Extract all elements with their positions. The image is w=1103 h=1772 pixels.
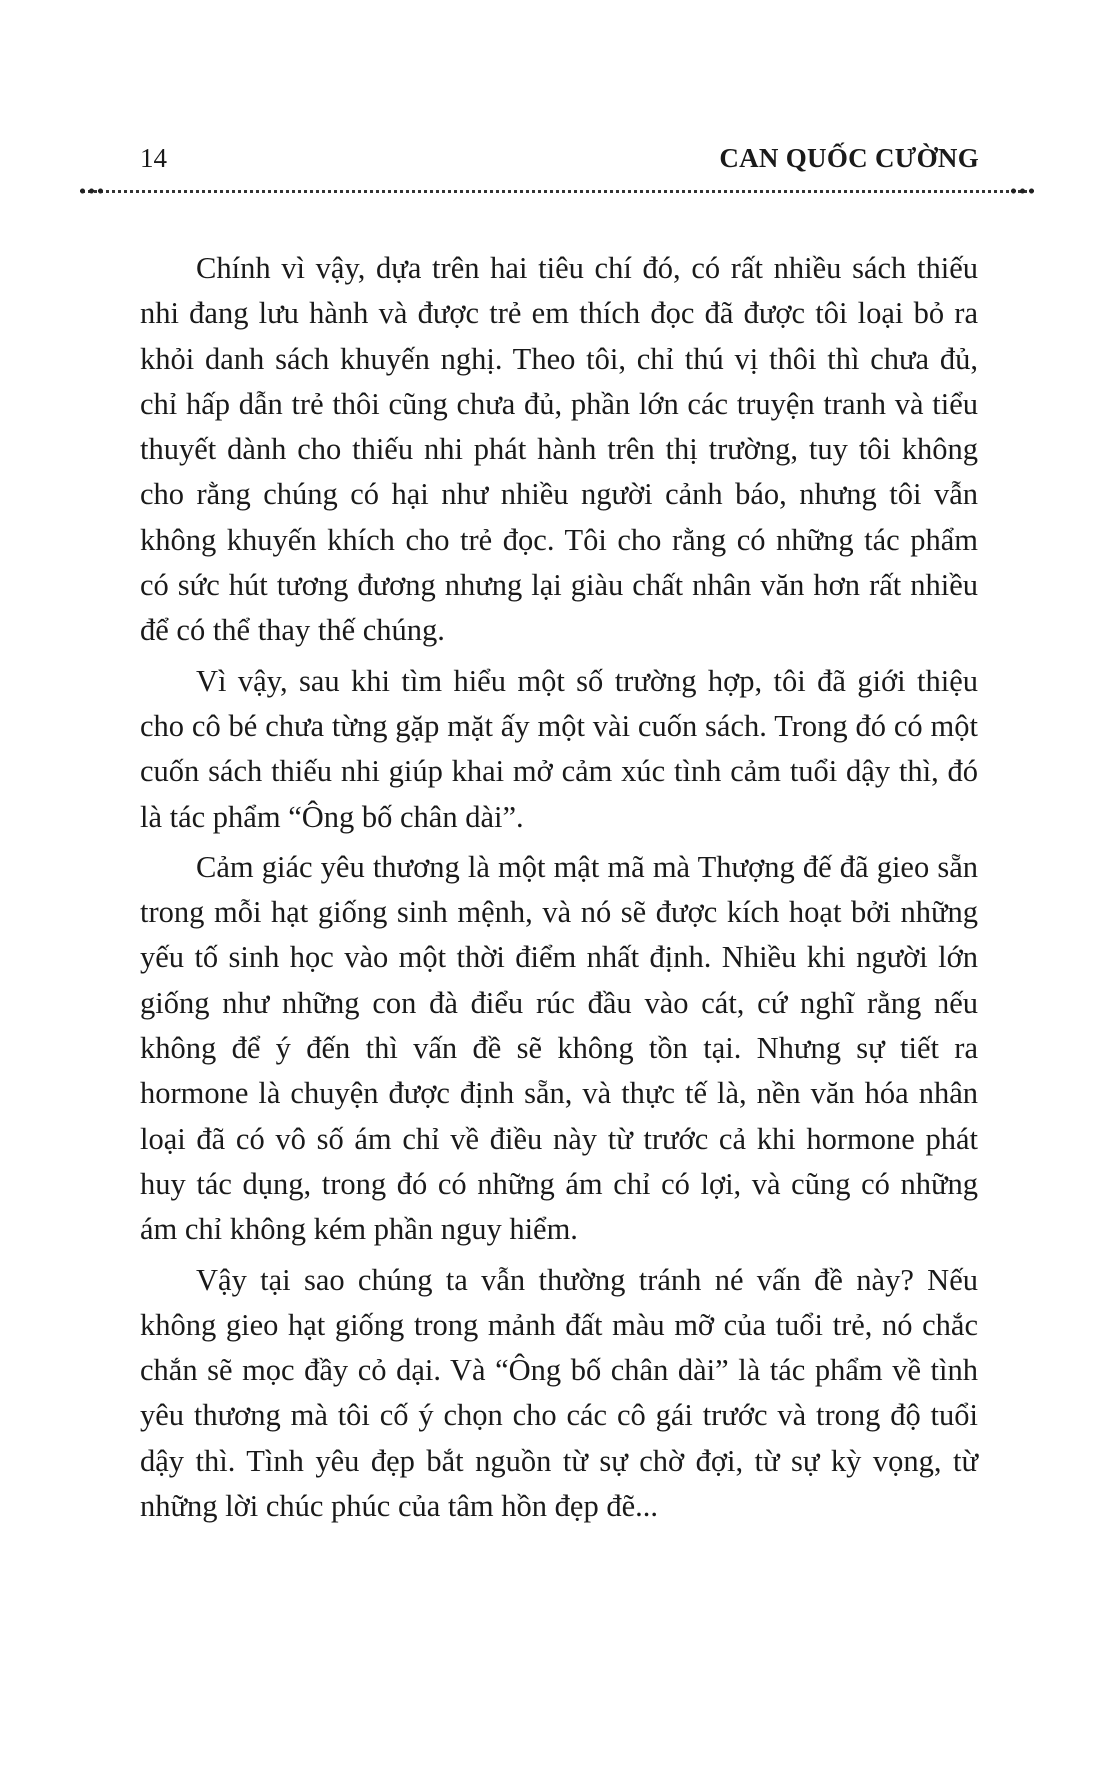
paragraph-2: Vì vậy, sau khi tìm hiểu một số trường hợp, tôi đã giới thiệu cho cô bé chưa từng gặp mặt ấy một vài cuốn sách. Trong đó có một cuốn sách thiếu nhi giúp khai mở cảm xúc tình cảm tuổi dậy thì, đó là tác phẩm “Ông bố chân dài”. [140, 663, 978, 834]
paragraph-3: Cảm giác yêu thương là một mật mã mà Thượng đế đã gieo sẵn trong mỗi hạt giống sinh mệnh, và nó sẽ được kích hoạt bởi những yếu tố sinh học vào một thời điểm nhất định. Nhiều khi người lớn giống như những con đà điểu rúc đầu vào cát, cứ nghĩ rằng nếu không để ý đến thì vấn đề sẽ không tồn tại. Nhưng sự tiết ra hormone là chuyện được định sẵn, và thực tế là, nền văn hóa nhân loại đã có vô số ám chỉ về điều này từ trước cả khi hormone phát huy tác dụng, trong đó có những ám chỉ có lợi, và cũng có những ám chỉ không kém phần nguy hiểm. [140, 849, 978, 1247]
page-number: 14 [140, 143, 167, 173]
body-text [140, 246, 978, 1529]
header-dotted-rule [82, 190, 1033, 193]
running-head-author: CAN QUỐC CƯỜNG [719, 143, 979, 173]
paragraph-4: Vậy tại sao chúng ta vẫn thường tránh né vấn đề này? Nếu không gieo hạt giống trong mảnh đất màu mỡ của tuổi trẻ, nó chắc chắn sẽ mọc đầy cỏ dại. Và “Ông bố chân dài” là tác phẩm về tình yêu thương mà tôi cố ý chọn cho các cô gái trước và trong độ tuổi dậy thì. Tình yêu đẹp bắt nguồn từ sự chờ đợi, từ sự kỳ vọng, từ những lời chúc phúc của tâm hồn đẹp đẽ... [140, 1262, 978, 1524]
page-header [82, 138, 1021, 178]
paragraph-1: Chính vì vậy, dựa trên hai tiêu chí đó, có rất nhiều sách thiếu nhi đang lưu hành và được trẻ em thích đọc đã được tôi loại bỏ ra khỏi danh sách khuyến nghị. Theo tôi, chỉ thú vị thôi thì chưa đủ, chỉ hấp dẫn trẻ thôi cũng chưa đủ, phần lớn các truyện tranh và tiểu thuyết dành cho thiếu nhi phát hành trên thị trường, tuy tôi không cho rằng chúng có hại như nhiều người cảnh báo, nhưng tôi vẫn không khuyến khích cho trẻ đọc. Tôi cho rằng có những tác phẩm có sức hút tương đương nhưng lại giàu chất nhân văn hơn rất nhiều để có thể thay thế chúng. [140, 251, 978, 648]
